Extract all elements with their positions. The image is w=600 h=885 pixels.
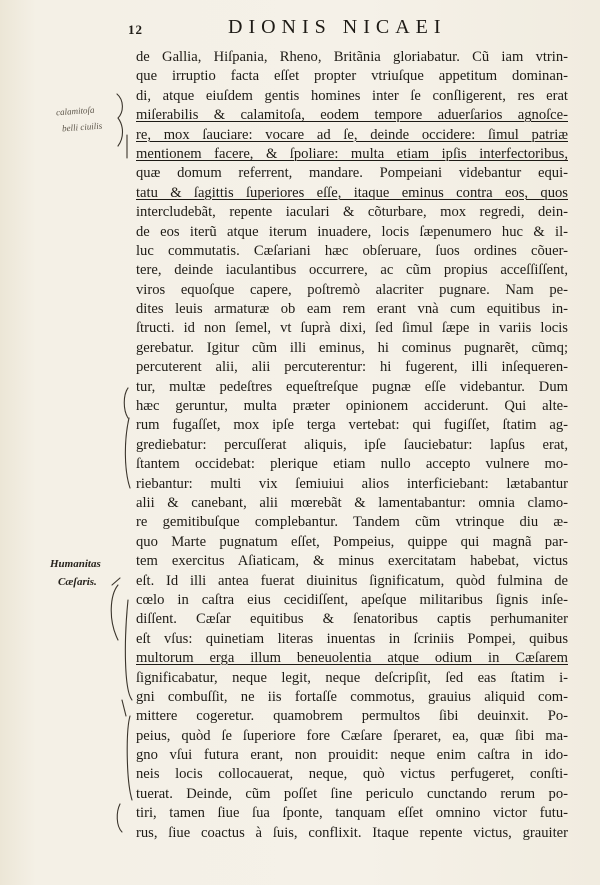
text-line: re, mox ſauciare: vocare ad ſe, deinde occidere: ſimul patriæ — [136, 126, 568, 143]
bracket-mark — [125, 600, 132, 700]
text-line: ſtantem occidebat: plerique etiam nullo accepto vulnere mo- — [136, 456, 568, 473]
text-line: eſt. Id illi antea fuerat diuinitus ſignificatum, quòd fulmina de — [136, 572, 568, 589]
text-line: percuterent alii, alii percuterentur: hi fugerent, illi inſequeren- — [136, 359, 568, 376]
text-line: de eos iterũ atque iterum inuadere, locis ſæpenumero huc & il- — [136, 223, 568, 240]
text-line: diſſent. Cæſar equitibus & ſenatoribus captis perhumaniter — [136, 611, 568, 628]
text-line: ſtructi. id non ſemel, vt ſuprà dixi, ſed ſimul ſæpe in variis locis — [136, 320, 568, 337]
text-line: cœlo in caſtra eius cecidiſſent, apeſque militaribus ſignis inſe- — [136, 591, 568, 608]
bracket-mark — [125, 418, 130, 488]
text-line: tuerat. Deinde, cũm poſſet ſine periculo cunctando rerum po- — [136, 785, 568, 802]
text-line: multorum erga illum beneuolentia atque odium in Cæſarem — [136, 650, 568, 667]
text-line: tur, multæ pedeſtres equeſtreſque pugnæ eſſe videbantur. Dum — [136, 378, 568, 395]
handwritten-marginal-note: calamitoſa — [55, 104, 95, 118]
bracket-mark — [117, 804, 122, 832]
handwritten-marginal-note: belli ciuilis — [61, 120, 103, 134]
printed-marginal-note: Cæſaris. — [58, 576, 97, 588]
text-line: dites leuis armaturæ ob eam rem erant vnà cum equitibus in- — [136, 301, 568, 318]
text-line: luc commutatis. Cæſariani hæc obſeruare, ſuos ordines cõuer- — [136, 242, 568, 259]
text-line: eſt vſus: quinetiam literas inuentas in ſcriniis Pompei, quibus — [136, 630, 568, 647]
text-line: mentionem facere, & ſpoliare: multa etiam ipſis interfectoribus, — [136, 145, 568, 162]
text-line: ſignificabatur, neque legit, neque deſcripſit, ſed eas ſtatim i- — [136, 669, 568, 686]
text-line: gni combuſſit, ne iis fortaſſe commotus, grauius aliquid com- — [136, 688, 568, 705]
text-line: rum fugaſſet, mox ipſe terga vertebat: qui fugiſſet, ſtatim ag- — [136, 417, 568, 434]
text-line: quæ domum referrent, mandare. Pompeiani videbantur equi- — [136, 165, 568, 182]
text-line: di, atque eiuſdem gentis homines inter ſe conſligerent, res erat — [136, 87, 568, 104]
text-line: viros equoſque capere, poſtremò alacriter pugnare. Nam pe- — [136, 281, 568, 298]
bracket-mark — [112, 578, 120, 585]
text-line: gno vſui futura erant, non prouidit: neque enim caſtra in ido- — [136, 747, 568, 764]
text-line: de Gallia, Hiſpania, Rheno, Britãnia gloriabatur. Cũ iam vtrin- — [136, 49, 568, 65]
text-line: tiri, tamen ſiue ſua ſponte, tanquam eſſet omnino victor futu- — [136, 805, 568, 822]
bracket-mark — [111, 585, 118, 640]
bracket-mark — [117, 94, 123, 146]
bracket-mark — [124, 388, 128, 418]
page-number: 12 — [128, 22, 143, 37]
text-line: intercludebãt, repente iaculari & cõturbare, mox regredi, dein- — [136, 204, 568, 221]
text-line: tem exercitus Aſiaticam, & minus exercitatam habebat, victus — [136, 553, 568, 570]
text-line: tatu & ſagittis ſuperiores eſſe, itaque eminus contra eos, quos — [136, 184, 568, 201]
text-line: riebantur: multi vix ſemiuiui alios interficiebant: lætabantur — [136, 475, 568, 492]
text-line: alii & canebant, alii mœrebãt & lamentabantur: omnia clamo- — [136, 494, 568, 511]
text-line: quo Marte pugnatum eſſet, Pompeius, quippe qui magnã par- — [136, 533, 568, 550]
text-line: miſerabilis & calamitoſa, eodem tempore aduerſarios agnoſce- — [136, 107, 568, 124]
text-line: que irruptio facta eſſet propter vtriuſque appetitum dominan- — [136, 68, 568, 85]
text-line: re gemitibuſque complebantur. Tandem cũm vtrinque diu æ- — [136, 514, 568, 531]
text-line: neis locis collocauerat, neque, quò victus perfugeret, conſti- — [136, 766, 568, 783]
printed-marginal-note: Humanitas — [50, 558, 101, 570]
text-line: rus, ſiue coactus à ſuis, conflixit. Itaque repente victus, grauiter — [136, 824, 568, 841]
text-line: mittere cogeretur. quamobrem permultos ſibi deuinxit. Po- — [136, 708, 568, 725]
running-head: DIONIS NICAEI — [228, 16, 447, 38]
text-line: gerebatur. Igitur cũm illi eminus, hi cominus pugnarẽt, cũmq; — [136, 339, 568, 356]
text-line: hæc geruntur, multa præter opinionem acciderunt. Qui alte- — [136, 398, 568, 415]
bracket-mark — [127, 716, 132, 800]
text-line: peius, quòd ſe ſuperiore fore Cæſare ſperaret, ea, quæ ſibi ma- — [136, 727, 568, 744]
text-line: tere, deinde iaculantibus occurrere, ac cũm propius acceſſiſſent, — [136, 262, 568, 279]
bracket-mark — [122, 700, 126, 716]
text-line: grediebatur: percuſſerat aliquis, ipſe ſauciebatur: lapſus erat, — [136, 436, 568, 453]
